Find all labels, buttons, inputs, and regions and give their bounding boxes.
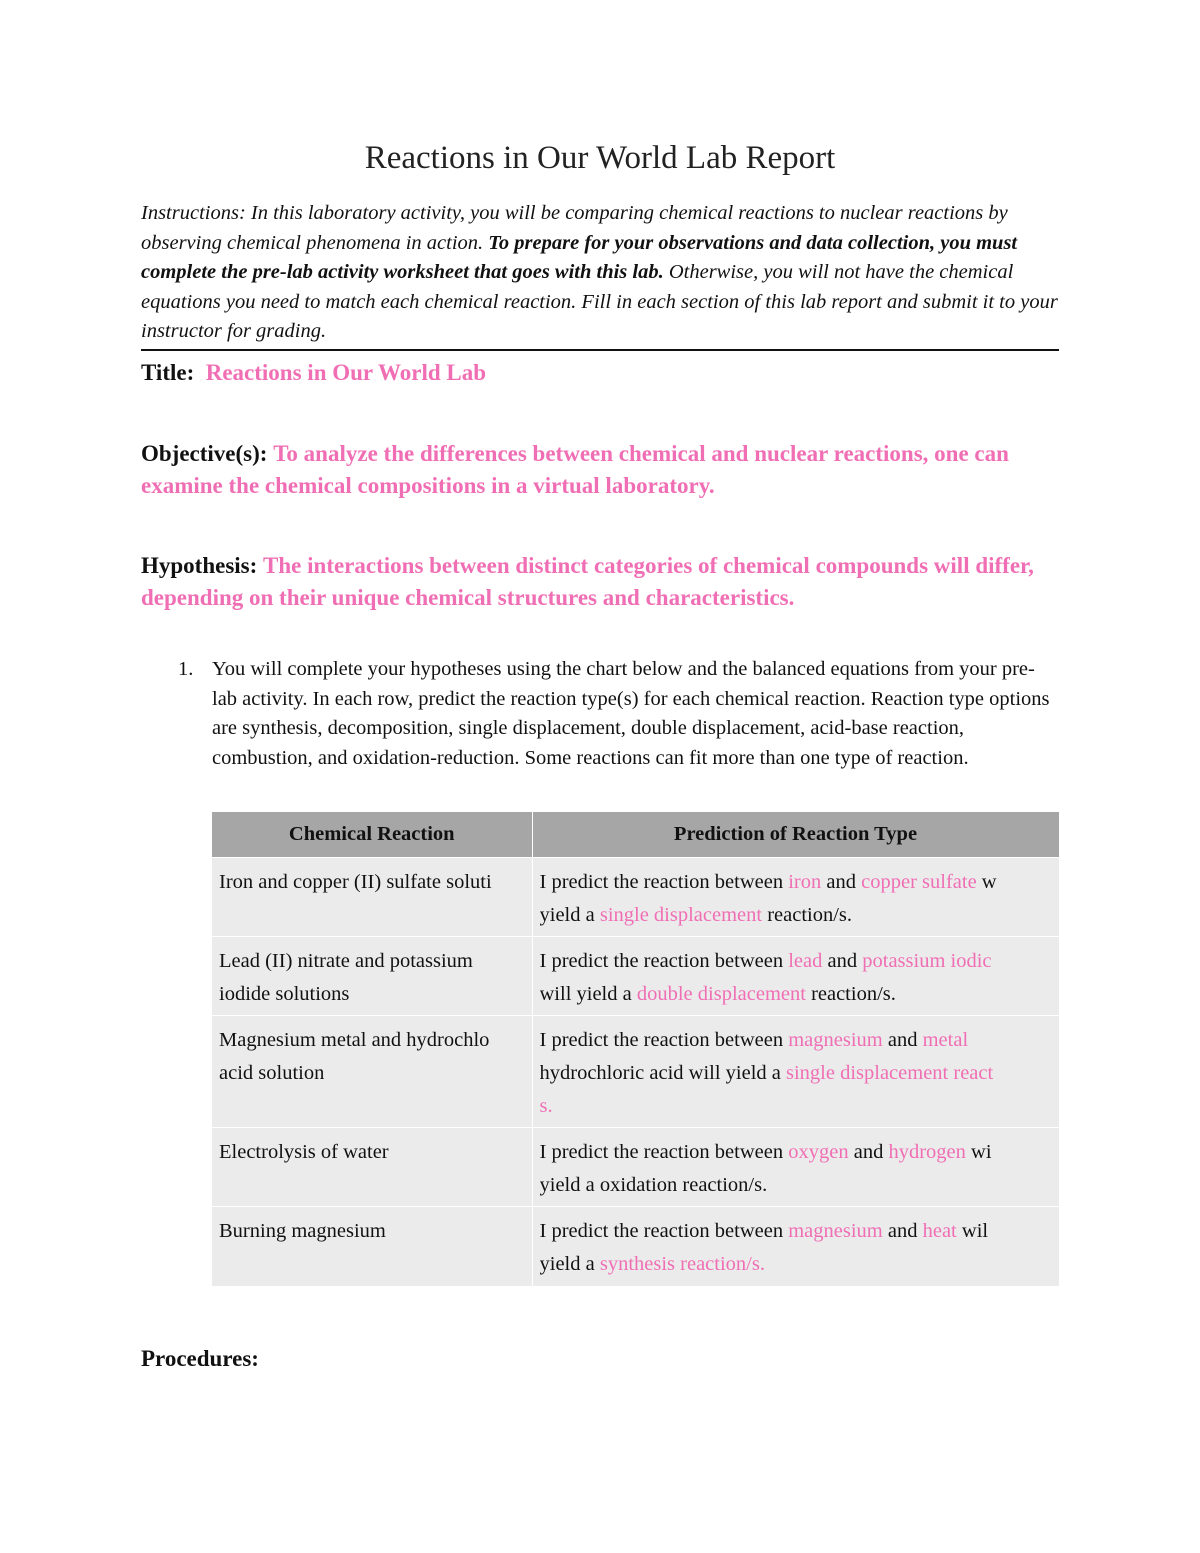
prediction-cell[interactable]: [532, 1016, 1059, 1128]
prediction-line: [540, 899, 1052, 932]
list-item-text: You will complete your hypotheses using the chart below and the balanced equations from your pre-lab activity. In each row, predict the reaction type(s) for each chemical reaction. Reaction type options are synthesis, decomposition, single displacement, double displacement, acid-base reaction, combustion, and oxidation-reduction. Some reactions can fit more than one type of reaction.: [212, 658, 1050, 770]
list-item-number: 1.: [178, 658, 194, 680]
reaction-type[interactable]: single displacement react: [786, 1062, 994, 1084]
title-section: [141, 357, 1059, 389]
prediction-line: [540, 1136, 1052, 1169]
prediction-will: wi: [965, 1141, 992, 1163]
reactant-a[interactable]: lead: [788, 950, 823, 972]
prediction-text: I predict the reaction between: [539, 1141, 789, 1163]
prediction-and: and: [848, 1141, 889, 1163]
reactant-a[interactable]: iron: [788, 871, 822, 893]
prediction-and: and: [882, 1220, 923, 1242]
reaction-name-cont: acid solution: [219, 1062, 325, 1084]
reactant-a[interactable]: oxygen: [788, 1141, 849, 1163]
prediction-line: [540, 866, 1052, 899]
reaction-cell: [212, 1128, 532, 1207]
prediction-yield: yield a: [539, 904, 600, 926]
prediction-cell[interactable]: [532, 1128, 1059, 1207]
reactant-a[interactable]: magnesium: [788, 1029, 883, 1051]
prediction-line: [540, 1248, 1052, 1281]
table-header-row: [212, 812, 1059, 858]
table-row: [212, 937, 1059, 1016]
prediction-line: [540, 945, 1052, 978]
reaction-name: Electrolysis of water: [219, 1141, 389, 1163]
table-row: [212, 1016, 1059, 1128]
reaction-type[interactable]: double displacement: [636, 983, 806, 1005]
reaction-name-cont: iodide solutions: [219, 983, 350, 1005]
reaction-name: Iron and copper (II) sulfate soluti: [219, 871, 492, 893]
prediction-line: [540, 1169, 1052, 1202]
objective-section: [141, 438, 1059, 501]
prediction-and: and: [882, 1029, 923, 1051]
hypothesis-label: Hypothesis:: [141, 553, 258, 578]
page-title: Reactions in Our World Lab Report: [364, 140, 836, 176]
instructions-bold-text: To prepare for your observations and data collection, you must complete the pre-lab activity worksheet that goes with this lab.: [141, 231, 1018, 283]
prediction-text: I predict the reaction between: [539, 950, 789, 972]
hypothesis-value[interactable]: The interactions between distinct categories of chemical compounds will differ, depending on their unique chemical structures and characteristics.: [141, 553, 1034, 610]
reaction-name: Magnesium metal and hydrochlo: [219, 1029, 490, 1051]
instructions-text: Instructions: In this laboratory activity, you will be comparing chemical reactions to nuclear reactions by observing chemical phenomena in action.: [141, 202, 1008, 254]
prediction-text: I predict the reaction between: [539, 1029, 789, 1051]
reaction-type[interactable]: synthesis reaction/s.: [599, 1253, 765, 1275]
reaction-name: Burning magnesium: [219, 1220, 386, 1242]
prediction-cell[interactable]: [532, 937, 1059, 1016]
column-header-chemical-reaction: Chemical Reaction: [212, 812, 532, 858]
prediction-line: [540, 978, 1052, 1011]
objective-value[interactable]: To analyze the differences between chemical and nuclear reactions, one can examine the chemical compositions in a virtual laboratory.: [141, 441, 1009, 498]
prediction-line: [540, 1057, 1052, 1090]
prediction-will: w: [976, 871, 997, 893]
reactant-b[interactable]: potassium iodic: [862, 950, 992, 972]
prediction-and: and: [822, 950, 863, 972]
reaction-prediction-table: [212, 812, 1060, 1286]
prediction-line: [540, 1215, 1052, 1248]
title-label: Title:: [141, 360, 195, 385]
prediction-yield: will yield a: [539, 983, 637, 1005]
reaction-cell: [212, 1207, 532, 1286]
objective-label: Objective(s):: [141, 441, 268, 466]
prediction-and: and: [821, 871, 862, 893]
title-value[interactable]: Reactions in Our World Lab: [205, 360, 487, 385]
reactant-b[interactable]: hydrogen: [888, 1141, 966, 1163]
reaction-type-cont[interactable]: s.: [539, 1095, 553, 1117]
prediction-yield: yield a: [539, 1253, 600, 1275]
prediction-will: wil: [956, 1220, 989, 1242]
reaction-cell: [212, 937, 532, 1016]
procedures-label: Procedures:: [141, 1346, 259, 1371]
table-row: [212, 1207, 1059, 1286]
reactant-b[interactable]: heat: [922, 1220, 957, 1242]
reaction-cell: [212, 858, 532, 937]
prediction-text: I predict the reaction between: [539, 1220, 789, 1242]
reaction-cell: [212, 1016, 532, 1128]
reaction-type[interactable]: single displacement: [599, 904, 763, 926]
prediction-end: reaction/s.: [805, 983, 896, 1005]
reactant-a[interactable]: magnesium: [788, 1220, 883, 1242]
reactant-b[interactable]: metal: [922, 1029, 969, 1051]
prediction-line: [540, 1024, 1052, 1057]
procedures-section: [141, 1343, 1059, 1375]
column-header-prediction: Prediction of Reaction Type: [532, 812, 1059, 858]
prediction-text: I predict the reaction between: [539, 871, 789, 893]
table-row: [212, 858, 1059, 937]
reactant-b[interactable]: copper sulfate: [861, 871, 977, 893]
hypothesis-section: [141, 550, 1059, 613]
table-row: [212, 1128, 1059, 1207]
prediction-cell[interactable]: [532, 858, 1059, 937]
prediction-end: reaction/s.: [762, 904, 853, 926]
prediction-cell[interactable]: [532, 1207, 1059, 1286]
instructions-text-end: Otherwise, you will not have the chemical equations you need to match each chemical reaction. Fill in each section of this lab report and submit it to your instructor for grading.: [141, 261, 1058, 342]
instructions-paragraph: [141, 199, 1059, 351]
reaction-name: Lead (II) nitrate and potassium: [219, 950, 473, 972]
prediction-yield: hydrochloric acid will yield a: [539, 1062, 786, 1084]
prediction-yield: yield a oxidation reaction/s.: [539, 1174, 768, 1196]
